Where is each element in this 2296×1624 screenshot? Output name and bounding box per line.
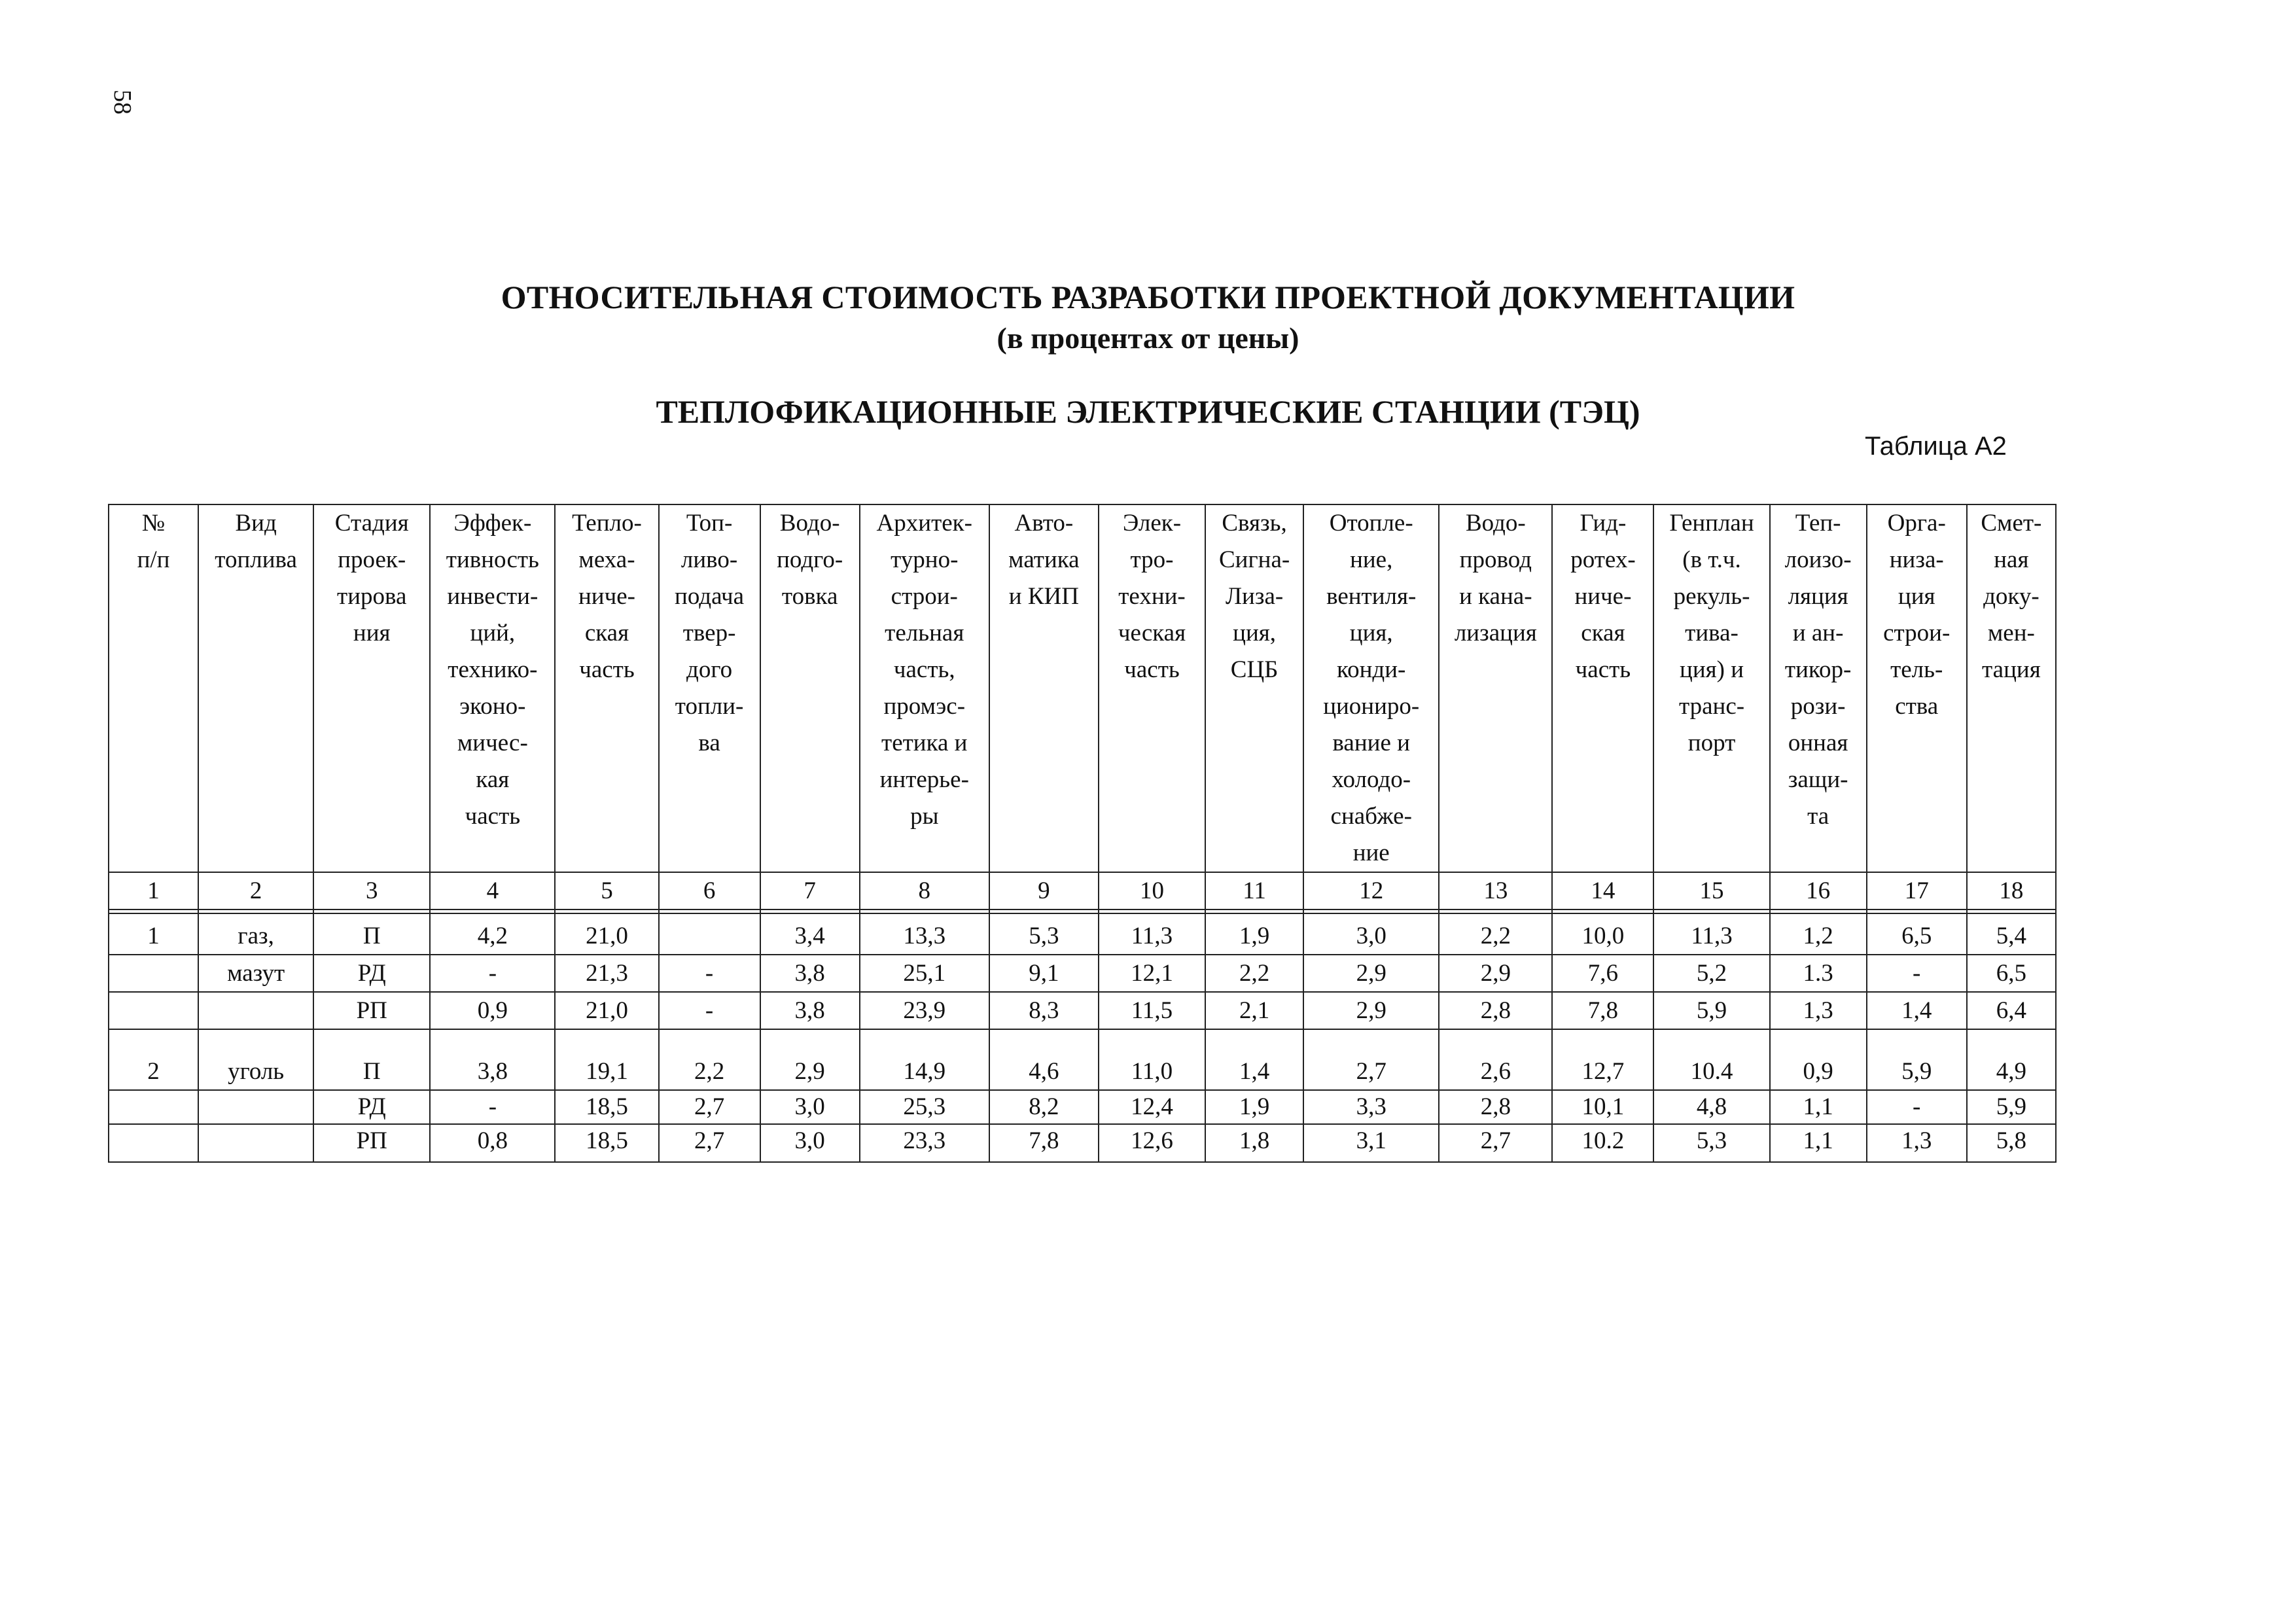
column-number-cell: 17 bbox=[1867, 872, 1967, 909]
table-cell: 5,9 bbox=[1867, 1029, 1967, 1090]
table-cell: 1,9 bbox=[1205, 913, 1303, 955]
header-cell: Теп- лоизо- ляция и ан- тикор- рози- онная защи- та bbox=[1770, 504, 1867, 872]
table-cell: 5,9 bbox=[1967, 1090, 2056, 1124]
table-cell: 3,4 bbox=[760, 913, 860, 955]
table-cell: - bbox=[430, 955, 555, 992]
header-cell: Генплан (в т.ч. рекуль- тива- ция) и транс- порт bbox=[1653, 504, 1769, 872]
table-cell: 7,8 bbox=[1552, 992, 1653, 1029]
table-cell: 2,6 bbox=[1439, 1029, 1552, 1090]
table-cell: 3,8 bbox=[760, 992, 860, 1029]
table-row bbox=[109, 1090, 2056, 1124]
table-cell: 14,9 bbox=[860, 1029, 989, 1090]
table-cell: 0,8 bbox=[430, 1124, 555, 1162]
table-cell: 8,3 bbox=[989, 992, 1099, 1029]
table-cell: 3,0 bbox=[760, 1124, 860, 1162]
document-title: ОТНОСИТЕЛЬНАЯ СТОИМОСТЬ РАЗРАБОТКИ ПРОЕКТНОЙ ДОКУМЕНТАЦИИ bbox=[501, 279, 1795, 315]
column-number-cell: 10 bbox=[1099, 872, 1205, 909]
table-cell: 4,2 bbox=[430, 913, 555, 955]
table-cell: 6,5 bbox=[1867, 913, 1967, 955]
table-cell: 1,3 bbox=[1867, 1124, 1967, 1162]
table-cell: 2,2 bbox=[1205, 955, 1303, 992]
table-cell: 12,6 bbox=[1099, 1124, 1205, 1162]
table-cell: 18,5 bbox=[555, 1124, 658, 1162]
table-cell: 1,3 bbox=[1770, 992, 1867, 1029]
table-cell: 1,1 bbox=[1770, 1124, 1867, 1162]
table-cell bbox=[198, 1090, 313, 1124]
table-cell: 10,1 bbox=[1552, 1090, 1653, 1124]
table-row bbox=[109, 1029, 2056, 1090]
table-cell: 11,3 bbox=[1099, 913, 1205, 955]
table-cell bbox=[109, 1124, 198, 1162]
table-cell: 3,8 bbox=[430, 1029, 555, 1090]
table-cell: 3,1 bbox=[1303, 1124, 1439, 1162]
table-cell: 3,0 bbox=[760, 1090, 860, 1124]
table-cell: - bbox=[659, 955, 760, 992]
document-subtitle: (в процентах от цены) bbox=[997, 321, 1299, 355]
table-cell: - bbox=[430, 1090, 555, 1124]
table-cell: 13,3 bbox=[860, 913, 989, 955]
header-cell: Элек- тро- техни- ческая часть bbox=[1099, 504, 1205, 872]
header-cell: Связь, Сигна- Лиза- ция, СЦБ bbox=[1205, 504, 1303, 872]
table-cell: 21,0 bbox=[555, 913, 658, 955]
table-cell: 1,2 bbox=[1770, 913, 1867, 955]
header-row bbox=[109, 504, 2056, 872]
table-cell: 2,1 bbox=[1205, 992, 1303, 1029]
table-cell: РД bbox=[313, 1090, 430, 1124]
table-cell: П bbox=[313, 913, 430, 955]
table-label: Таблица А2 bbox=[1865, 432, 2007, 461]
column-number-cell: 14 bbox=[1552, 872, 1653, 909]
table-cell: 3,3 bbox=[1303, 1090, 1439, 1124]
table-cell: 18,5 bbox=[555, 1090, 658, 1124]
header-cell: Авто- матика и КИП bbox=[989, 504, 1099, 872]
table-cell bbox=[109, 992, 198, 1029]
header-cell: Вид топлива bbox=[198, 504, 313, 872]
column-number-cell: 16 bbox=[1770, 872, 1867, 909]
table-row bbox=[109, 913, 2056, 955]
table-cell: 7,6 bbox=[1552, 955, 1653, 992]
table-cell: 12,1 bbox=[1099, 955, 1205, 992]
column-number-cell: 11 bbox=[1205, 872, 1303, 909]
table-cell: 6,4 bbox=[1967, 992, 2056, 1029]
table-row bbox=[109, 1124, 2056, 1162]
table-cell: - bbox=[1867, 955, 1967, 992]
table-cell: 5,3 bbox=[989, 913, 1099, 955]
column-number-cell: 6 bbox=[659, 872, 760, 909]
column-number-cell: 15 bbox=[1653, 872, 1769, 909]
table-cell: 2,7 bbox=[1303, 1029, 1439, 1090]
table-cell: 4,8 bbox=[1653, 1090, 1769, 1124]
table-cell: газ, bbox=[198, 913, 313, 955]
table-cell: 5,8 bbox=[1967, 1124, 2056, 1162]
header-cell: Архитек- турно- строи- тельная часть, промэс- тетика и интерье- ры bbox=[860, 504, 989, 872]
section-title: ТЕПЛОФИКАЦИОННЫЕ ЭЛЕКТРИЧЕСКИЕ СТАНЦИИ (ТЭЦ) bbox=[656, 393, 1640, 430]
table-cell: 23,9 bbox=[860, 992, 989, 1029]
column-number-cell: 4 bbox=[430, 872, 555, 909]
header-cell: Водо- провод и кана- лизация bbox=[1439, 504, 1552, 872]
column-number-cell: 7 bbox=[760, 872, 860, 909]
column-number-cell: 8 bbox=[860, 872, 989, 909]
table-row bbox=[109, 955, 2056, 992]
table-cell: 2 bbox=[109, 1029, 198, 1090]
table-cell: 2,7 bbox=[659, 1124, 760, 1162]
table-cell: 1,4 bbox=[1205, 1029, 1303, 1090]
table-cell: 5,9 bbox=[1653, 992, 1769, 1029]
table-cell: 2,9 bbox=[1303, 992, 1439, 1029]
table-cell: мазут bbox=[198, 955, 313, 992]
table-cell: 2,2 bbox=[1439, 913, 1552, 955]
table-cell: 11,3 bbox=[1653, 913, 1769, 955]
column-number-cell: 5 bbox=[555, 872, 658, 909]
table-body bbox=[109, 872, 2056, 913]
header-cell: № п/п bbox=[109, 504, 198, 872]
table-cell: 1,9 bbox=[1205, 1090, 1303, 1124]
table-cell: П bbox=[313, 1029, 430, 1090]
header-cell: Орга- низа- ция строи- тель- ства bbox=[1867, 504, 1967, 872]
table-cell: 7,8 bbox=[989, 1124, 1099, 1162]
table-cell: 8,2 bbox=[989, 1090, 1099, 1124]
table-cell: 2,8 bbox=[1439, 992, 1552, 1029]
column-number-cell: 9 bbox=[989, 872, 1099, 909]
table-cell: 1.3 bbox=[1770, 955, 1867, 992]
page-number: 58 bbox=[109, 90, 136, 115]
table-cell: 10.4 bbox=[1653, 1029, 1769, 1090]
table-cell bbox=[198, 992, 313, 1029]
table-cell: 2,9 bbox=[760, 1029, 860, 1090]
table-cell: 25,3 bbox=[860, 1090, 989, 1124]
table-cell: 10,0 bbox=[1552, 913, 1653, 955]
table-cell: 1 bbox=[109, 913, 198, 955]
table-cell: 4,6 bbox=[989, 1029, 1099, 1090]
column-number-row bbox=[109, 872, 2056, 909]
table-cell: 3,8 bbox=[760, 955, 860, 992]
table-row bbox=[109, 992, 2056, 1029]
table-cell: - bbox=[1867, 1090, 1967, 1124]
table-cell: 0,9 bbox=[1770, 1029, 1867, 1090]
column-number-cell: 3 bbox=[313, 872, 430, 909]
table-header bbox=[109, 504, 2056, 872]
table-cell: 1,1 bbox=[1770, 1090, 1867, 1124]
table-cell: 19,1 bbox=[555, 1029, 658, 1090]
header-cell: Тепло- меха- ниче- ская часть bbox=[555, 504, 658, 872]
table-cell: уголь bbox=[198, 1029, 313, 1090]
column-number-cell: 2 bbox=[198, 872, 313, 909]
column-number-cell: 13 bbox=[1439, 872, 1552, 909]
table-cell: 12,7 bbox=[1552, 1029, 1653, 1090]
table-cell: 5,2 bbox=[1653, 955, 1769, 992]
table-cell: 5,4 bbox=[1967, 913, 2056, 955]
table-cell: РП bbox=[313, 1124, 430, 1162]
table-cell: 11,0 bbox=[1099, 1029, 1205, 1090]
table-cell: 2,9 bbox=[1303, 955, 1439, 992]
table-cell: РП bbox=[313, 992, 430, 1029]
table-cell: 2,9 bbox=[1439, 955, 1552, 992]
table-cell: 21,3 bbox=[555, 955, 658, 992]
header-cell: Стадия проек- тирова ния bbox=[313, 504, 430, 872]
column-number-cell: 18 bbox=[1967, 872, 2056, 909]
table-cell bbox=[659, 913, 760, 955]
table-cell: 6,5 bbox=[1967, 955, 2056, 992]
header-cell: Отопле- ние, вентиля- ция, конди- циониро- вание и холодо- снабже- ние bbox=[1303, 504, 1439, 872]
table-cell: 1,4 bbox=[1867, 992, 1967, 1029]
table-cell bbox=[198, 1124, 313, 1162]
table-cell: 2,8 bbox=[1439, 1090, 1552, 1124]
table-cell: 2,7 bbox=[659, 1090, 760, 1124]
table-cell: - bbox=[659, 992, 760, 1029]
table-cell: 21,0 bbox=[555, 992, 658, 1029]
table-cell: 2,7 bbox=[1439, 1124, 1552, 1162]
table-cell: 4,9 bbox=[1967, 1029, 2056, 1090]
table-cell: 5,3 bbox=[1653, 1124, 1769, 1162]
table-cell: 9,1 bbox=[989, 955, 1099, 992]
cost-table bbox=[108, 504, 2057, 1163]
table-cell: 23,3 bbox=[860, 1124, 989, 1162]
header-cell: Эффек- тивность инвести- ций, технико- эконо- мичес- кая часть bbox=[430, 504, 555, 872]
header-cell: Смет- ная доку- мен- тация bbox=[1967, 504, 2056, 872]
column-number-cell: 1 bbox=[109, 872, 198, 909]
table-cell: 3,0 bbox=[1303, 913, 1439, 955]
table-data bbox=[109, 913, 2056, 1162]
table-cell: 10.2 bbox=[1552, 1124, 1653, 1162]
table-cell bbox=[109, 955, 198, 992]
table-cell: 1,8 bbox=[1205, 1124, 1303, 1162]
header-cell: Водо- подго- товка bbox=[760, 504, 860, 872]
table-cell: 0,9 bbox=[430, 992, 555, 1029]
table-cell: 25,1 bbox=[860, 955, 989, 992]
table-cell: 2,2 bbox=[659, 1029, 760, 1090]
table-cell bbox=[109, 1090, 198, 1124]
header-cell: Гид- ротех- ниче- ская часть bbox=[1552, 504, 1653, 872]
table-cell: РД bbox=[313, 955, 430, 992]
table-cell: 11,5 bbox=[1099, 992, 1205, 1029]
column-number-cell: 12 bbox=[1303, 872, 1439, 909]
header-cell: Топ- ливо- подача твер- дого топли- ва bbox=[659, 504, 760, 872]
table-cell: 12,4 bbox=[1099, 1090, 1205, 1124]
